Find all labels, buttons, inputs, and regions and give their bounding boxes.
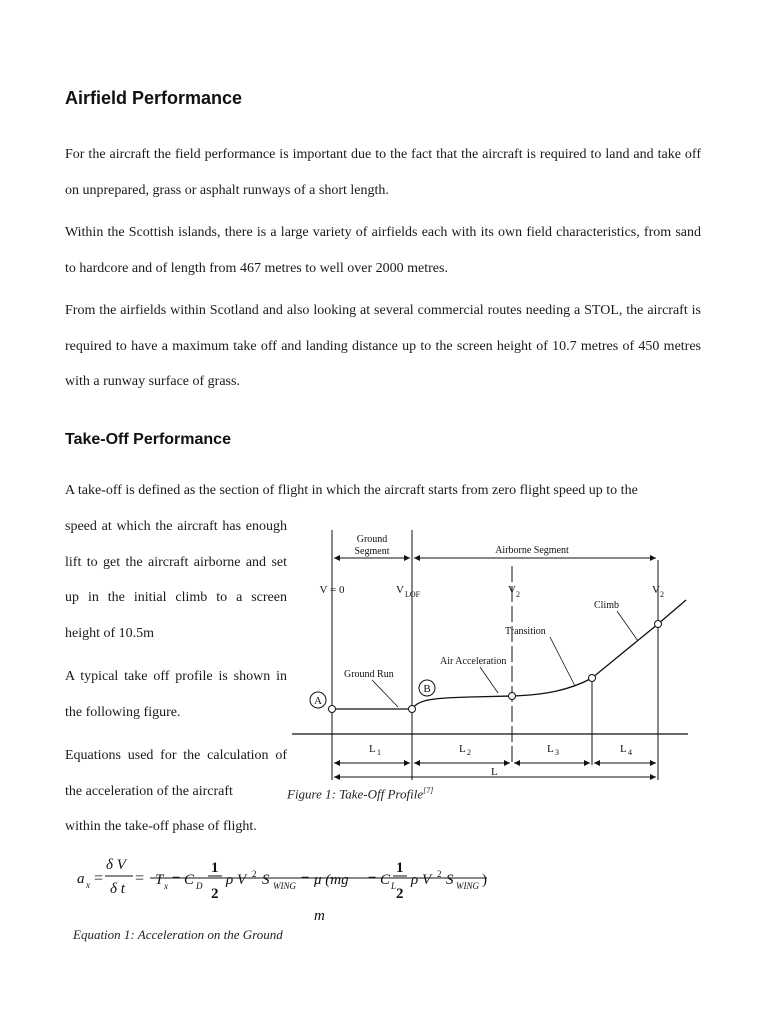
label-l-total: L <box>491 766 498 778</box>
svg-text:a: a <box>77 871 85 887</box>
svg-text:WING: WING <box>456 881 479 891</box>
svg-text:WING: WING <box>273 881 296 891</box>
svg-text:x: x <box>86 880 90 890</box>
svg-text:C: C <box>184 872 195 888</box>
label-v2-a: V <box>508 584 516 596</box>
label-v2-a-sub: 2 <box>516 590 520 599</box>
svg-text:D: D <box>196 881 203 891</box>
figure-caption: Figure 1: Take-Off Profile[7] <box>287 786 434 802</box>
svg-text:): ) <box>482 872 487 888</box>
ground-segment-label-1: Ground <box>356 534 388 545</box>
svg-text:2: 2 <box>437 869 442 879</box>
svg-text:L: L <box>391 881 397 891</box>
svg-text:−: − <box>368 870 377 886</box>
svg-text:2: 2 <box>211 886 219 902</box>
marker-b-label: B <box>423 683 431 695</box>
svg-text:δ t: δ t <box>110 881 125 897</box>
svg-text:−: − <box>301 870 310 886</box>
svg-text:2: 2 <box>252 869 257 879</box>
label-v2-b: V <box>652 584 660 596</box>
paragraph-3: From the airfields within Scotland and also looking at several commercial routes needing a STOL, the aircraft is required to have a maximum take off and landing distance up to the screen height of 10.7 metres of 450 metres with a runway surface of grass. <box>65 303 701 389</box>
svg-text:1: 1 <box>396 860 404 876</box>
svg-text:2: 2 <box>396 886 404 902</box>
svg-text:ρ V: ρ V <box>411 872 432 888</box>
svg-text:μ (mg: μ (mg <box>314 872 349 888</box>
takeoff-text-2: A typical take off profile is shown in the following figure. <box>65 669 287 720</box>
svg-text:δ V: δ V <box>106 857 126 873</box>
marker-a-label: A <box>314 695 322 707</box>
section-heading: Take-Off Performance <box>65 431 231 448</box>
label-l3: L <box>547 743 554 755</box>
label-v2-b-sub: 2 <box>660 590 664 599</box>
svg-text:m: m <box>314 908 325 924</box>
svg-text:2: 2 <box>467 748 471 757</box>
svg-text:1: 1 <box>377 748 381 757</box>
takeoff-intro: A take-off is defined as the section of flight in which the aircraft starts from zero flight speed up to the <box>65 483 638 498</box>
ground-run-label: Ground Run <box>344 669 394 680</box>
svg-text:x: x <box>164 881 168 891</box>
takeoff-text-3: Equations used for the calculation of the acceleration of the aircraft <box>65 748 287 799</box>
svg-text:1: 1 <box>211 860 219 876</box>
svg-text:=: = <box>135 870 145 887</box>
label-v-zero: V = 0 <box>319 584 345 596</box>
label-l2: L <box>459 743 466 755</box>
svg-text:S: S <box>446 872 454 888</box>
svg-text:=: = <box>94 870 104 887</box>
transition-label: Transition <box>505 626 546 637</box>
svg-text:T: T <box>155 872 164 888</box>
label-l1: L <box>369 743 376 755</box>
svg-text:4: 4 <box>628 748 632 757</box>
svg-text:S: S <box>262 872 270 888</box>
equation-caption: Equation 1: Acceleration on the Ground <box>73 927 283 942</box>
paragraph-2: Within the Scottish islands, there is a large variety of airfields each with its own field characteristics, from sand to hardcore and of length from 467 metres to well over 2000 metres. <box>65 225 701 276</box>
svg-text:C: C <box>380 872 391 888</box>
svg-text:ρ V: ρ V <box>226 872 247 888</box>
ground-segment-label-2: Segment <box>354 546 390 557</box>
page-heading: Airfield Performance <box>65 88 243 108</box>
label-l4: L <box>620 743 627 755</box>
air-acceleration-label: Air Acceleration <box>440 656 507 667</box>
airborne-segment-label: Airborne Segment <box>495 545 569 556</box>
label-vlof-sub: LOF <box>405 590 421 599</box>
svg-text:−: − <box>172 870 181 886</box>
svg-text:3: 3 <box>555 748 559 757</box>
paragraph-1: For the aircraft the field performance is important due to the fact that the aircraft is required to land and take off on unprepared, grass or asphalt runways of a short length. <box>65 147 701 198</box>
label-vlof: V <box>396 584 404 596</box>
climb-label: Climb <box>594 600 620 611</box>
takeoff-text-1: speed at which the aircraft has enough lift to get the aircraft airborne and set up in the initial climb to a screen height of 10.5m <box>65 519 287 641</box>
takeoff-text-4: within the take-off phase of flight. <box>65 819 257 834</box>
